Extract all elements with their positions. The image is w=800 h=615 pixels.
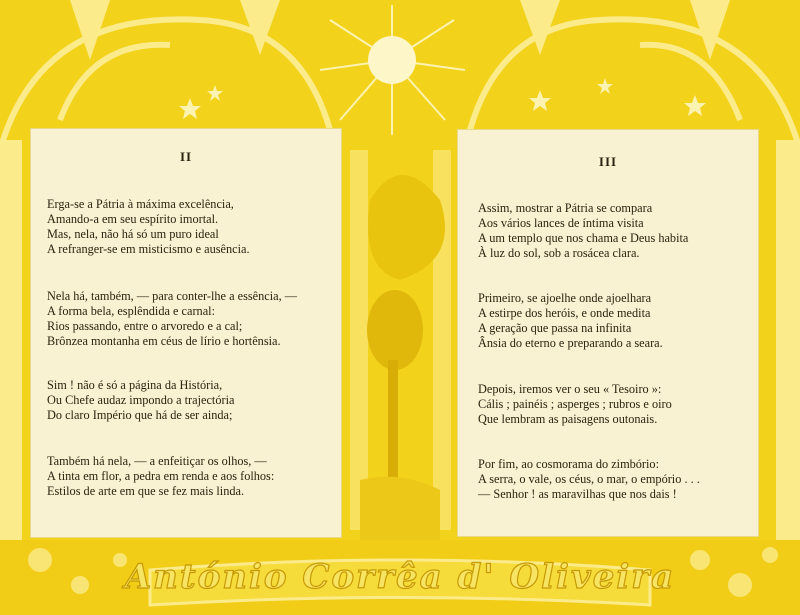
verse-line: Rios passando, entre o arvoredo e a cal; <box>47 319 243 333</box>
stanza <box>47 378 234 423</box>
stanza <box>478 457 700 502</box>
verse-line: Ânsia do eterno e preparando a seara. <box>478 336 663 350</box>
verse-line: A estirpe dos heróis, e onde medita <box>478 306 651 320</box>
stanza <box>478 201 688 261</box>
left-poem-panel <box>31 129 341 537</box>
verse-line: Nela há, também, — para conter-lhe a essência, — <box>47 289 298 303</box>
stanza <box>47 454 274 499</box>
verse-line: A forma bela, esplêndida e carnal: <box>47 304 215 318</box>
verse-line: A tinta em flor, a pedra em renda e aos folhos: <box>47 469 275 483</box>
verse-line: Do claro Império que há de ser ainda; <box>47 408 233 422</box>
verse-line: Erga-se a Pátria à máxima excelência, <box>47 197 234 211</box>
verse-line: Brônzea montanha em céus de lírio e hortênsia. <box>47 334 281 348</box>
stanza <box>478 382 672 427</box>
poem-numeral: III <box>598 154 618 169</box>
poem-numeral: II <box>179 149 193 164</box>
verse-line: A serra, o vale, os céus, o mar, o empório . . . <box>478 472 700 486</box>
verse-line: Por fim, ao cosmorama do zimbório: <box>478 457 660 471</box>
stanza <box>47 197 250 257</box>
stanza <box>478 291 663 351</box>
stanza <box>47 289 297 349</box>
verse-line: Mas, nela, não há só um puro ideal <box>47 227 219 241</box>
verse-line: Também há nela, — a enfeitiçar os olhos, — <box>47 454 267 468</box>
verse-line: Depois, iremos ver o seu « Tesoiro »: <box>478 382 662 396</box>
verse-line: Assim, mostrar a Pátria se compara <box>478 201 653 215</box>
verse-line: Sim ! não é só a página da História, <box>47 378 223 392</box>
verse-line: Que lembram as paisagens outonais. <box>478 412 658 426</box>
verse-line: A geração que passa na infinita <box>478 321 632 335</box>
verse-line: Amando-a em seu espírito imortal. <box>47 212 219 226</box>
right-poem-panel <box>458 130 758 536</box>
verse-line: Primeiro, se ajoelhe onde ajoelhara <box>478 291 652 305</box>
verse-line: A um templo que nos chama e Deus habita <box>478 231 689 245</box>
verse-line: — Senhor ! as maravilhas que nos dais ! <box>478 487 677 501</box>
verse-line: Cális ; painéis ; asperges ; rubros e oiro <box>478 397 672 411</box>
author-signature: António Corrêa d' Oliveira <box>124 557 676 597</box>
verse-line: Aos vários lances de íntima visita <box>478 216 644 230</box>
verse-line: Ou Chefe audaz impondo a trajectória <box>47 393 235 407</box>
verse-line: À luz do sol, sob a rosácea clara. <box>478 246 640 260</box>
verse-line: A refranger-se em misticismo e ausência. <box>47 242 250 256</box>
verse-line: Estilos de arte em que se fez mais linda. <box>47 484 245 498</box>
